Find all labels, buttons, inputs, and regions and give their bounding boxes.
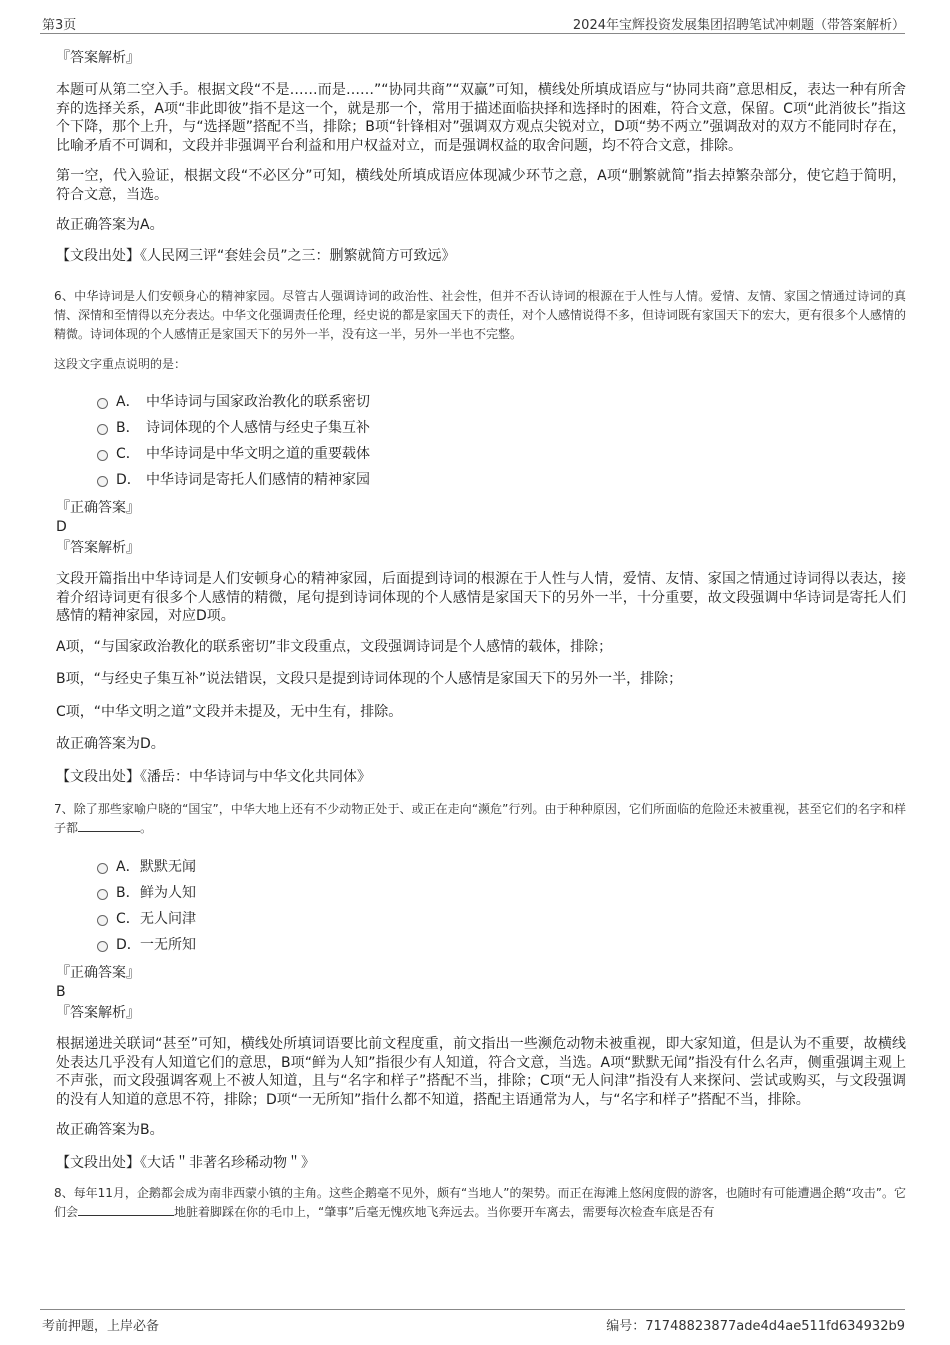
radio-icon[interactable] <box>97 889 108 900</box>
q7-correct-tag: 『正确答案』 <box>56 965 140 981</box>
q6-analysis-b: B项，“与经史子集互补”说法错误，文段只是提到诗词体现的个人感情是家国天下的另外一半，排除； <box>56 671 683 687</box>
radio-icon[interactable] <box>97 398 108 409</box>
q5-analysis-p1: 本题可从第二空入手。根据文段“不是……而是……”“协同共商”“双赢”可知，横线处所填成语应与“协同共商”意思相反，表达一种有所舍弃的选择关系，A项“非此即彼”指不是这一个，就是那一个，常用于描述面临抉择和选择时的困难，符合文意，保留。C项“此消彼长”指这个下降，那个上升，与“选择题”搭配不当，排除；B项“针锋相对”强调双方观点尖锐对立，D项“势不两立”强调敌对的双方不能同时存在，比喻矛盾不可调和，文段并非强调平台利益和用户权益对立，而是强调权益的取舍问题，均不符合文意，排除。 <box>56 82 906 154</box>
radio-icon[interactable] <box>97 424 108 435</box>
page-footer <box>40 1309 905 1333</box>
q7-stem: 7、除了那些家喻户晓的“国宝”，中华大地上还有不少动物正处于、或正在走向“濒危”行列。由于种种原因，它们所面临的危险还未被重视，甚至它们的名字和样子都 。 <box>54 802 906 835</box>
radio-icon[interactable] <box>97 863 108 874</box>
q7-analysis-p1: 根据递进关联词“甚至”可知，横线处所填词语要比前文程度重，前文指出一些濒危动物未被重视，即大家知道，但是认为不重要，故横线处表达几乎没有人知道它们的意思，B项“鲜为人知”指很少有人知道，符合文意，当选。A项“默默无闻”指没有什么名声，侧重强调主观上不声张，而文段强调客观上不被人知道，且与“名字和样子”搭配不当，排除；C项“无人问津”指没有人来探问、尝试或购买，与文段强调的没有人知道的意思不符，排除；D项“一无所知”指什么都不知道，搭配主语通常为人，与“名字和样子”搭配不当，排除。 <box>56 1036 906 1108</box>
q6-option-b[interactable]: B． 诗词体现的个人感情与经史子集互补 <box>56 415 906 441</box>
radio-icon[interactable] <box>97 450 108 461</box>
q6-option-c[interactable]: C． 中华诗词是中华文明之道的重要载体 <box>56 441 906 467</box>
radio-icon[interactable] <box>97 941 108 952</box>
main-content <box>56 48 906 1222</box>
q5-source: 【文段出处】《人民网三评“套娃会员”之三：删繁就简方可致远》 <box>56 247 456 264</box>
q5-analysis-tag: 『答案解析』 <box>56 50 140 66</box>
q7-option-a[interactable]: A． 默默无闻 <box>56 854 906 880</box>
q7-option-d[interactable]: D． 一无所知 <box>56 932 906 958</box>
radio-icon[interactable] <box>97 476 108 487</box>
q6-question: 这段文字重点说明的是： <box>54 357 187 371</box>
answer-blank <box>78 820 140 832</box>
q6-conclusion: 故正确答案为D。 <box>56 736 165 752</box>
page-header <box>40 12 905 34</box>
q6-analysis-tag: 『答案解析』 <box>56 540 140 556</box>
document-title: 2024年宝辉投资发展集团招聘笔试冲刺题（带答案解析） <box>572 18 905 33</box>
q5-analysis-p2: 第一空，代入验证，根据文段“不必区分”可知，横线处所填成语应体现减少环节之意，A项“删繁就简”指去掉繁杂部分，使它趋于简明，符合文意，当选。 <box>56 168 906 203</box>
q6-correct-answer: D <box>56 519 67 535</box>
radio-icon[interactable] <box>97 915 108 926</box>
q6-analysis-c: C项，“中华文明之道”文段并未提及，无中生有，排除。 <box>56 703 403 720</box>
q7-option-c[interactable]: C． 无人问津 <box>56 906 906 932</box>
q5-conclusion: 故正确答案为A。 <box>56 217 164 233</box>
q7-options <box>56 854 906 958</box>
q6-correct-tag: 『正确答案』 <box>56 500 140 516</box>
q6-stem: 6、中华诗词是人们安顿身心的精神家园。尽管古人强调诗词的政治性、社会性，但并不否认诗词的根源在于人性与人情。爱情、友情、家国之情通过诗词的真情、深情和至情得以充分表达。中华文化强调责任伦理，经史说的都是家国天下的责任，对个人感情说得不多，但诗词既有家国天下的宏大，更有很多个人感情的精微。诗词体现的个人感情正是家国天下的另外一半，没有这一半，另外一半也不完整。 <box>54 289 907 341</box>
q6-options <box>56 389 906 493</box>
document-code: 编号：71748823877ade4d4ae511fd634932b9 <box>606 1319 905 1334</box>
page-number: 第3页 <box>42 18 77 33</box>
q7-analysis-tag: 『答案解析』 <box>56 1005 140 1021</box>
q7-conclusion: 故正确答案为B。 <box>56 1122 164 1138</box>
q7-source: 【文段出处】《大话＂非著名珍稀动物＂》 <box>56 1154 315 1171</box>
q7-correct-answer: B <box>56 984 66 1000</box>
footer-slogan: 考前押题，上岸必备 <box>42 1319 160 1334</box>
answer-blank <box>78 1204 174 1216</box>
q7-option-b[interactable]: B． 鲜为人知 <box>56 880 906 906</box>
q6-analysis-a: A项，“与国家政治教化的联系密切”非文段重点，文段强调诗词是个人感情的载体，排除； <box>56 638 613 655</box>
q8-stem: 8、每年11月，企鹅都会成为南非西蒙小镇的主角。这些企鹅毫不见外，颇有“当地人”的架势。而正在海滩上悠闲度假的游客，也随时有可能遭遇企鹅“攻击”。它们会 地脏着脚踩在你的毛巾上，“肇事”后毫无愧疚地飞奔远去。当你要开车离去，需要每次检查车底是否有 <box>54 1186 906 1219</box>
q6-option-d[interactable]: D． 中华诗词是寄托人们感情的精神家园 <box>56 467 906 493</box>
q6-source: 【文段出处】《潘岳：中华诗词与中华文化共同体》 <box>56 768 371 785</box>
q6-option-a[interactable]: A． 中华诗词与国家政治教化的联系密切 <box>56 389 906 415</box>
q6-analysis-p1: 文段开篇指出中华诗词是人们安顿身心的精神家园，后面提到诗词的根源在于人性与人情，爱情、友情、家国之情通过诗词得以表达，接着介绍诗词更有很多个人感情的精微，尾句提到诗词体现的个人感情是家国天下的另外一半，十分重要，故文段强调中华诗词是寄托人们感情的精神家园，对应D项。 <box>56 571 906 624</box>
